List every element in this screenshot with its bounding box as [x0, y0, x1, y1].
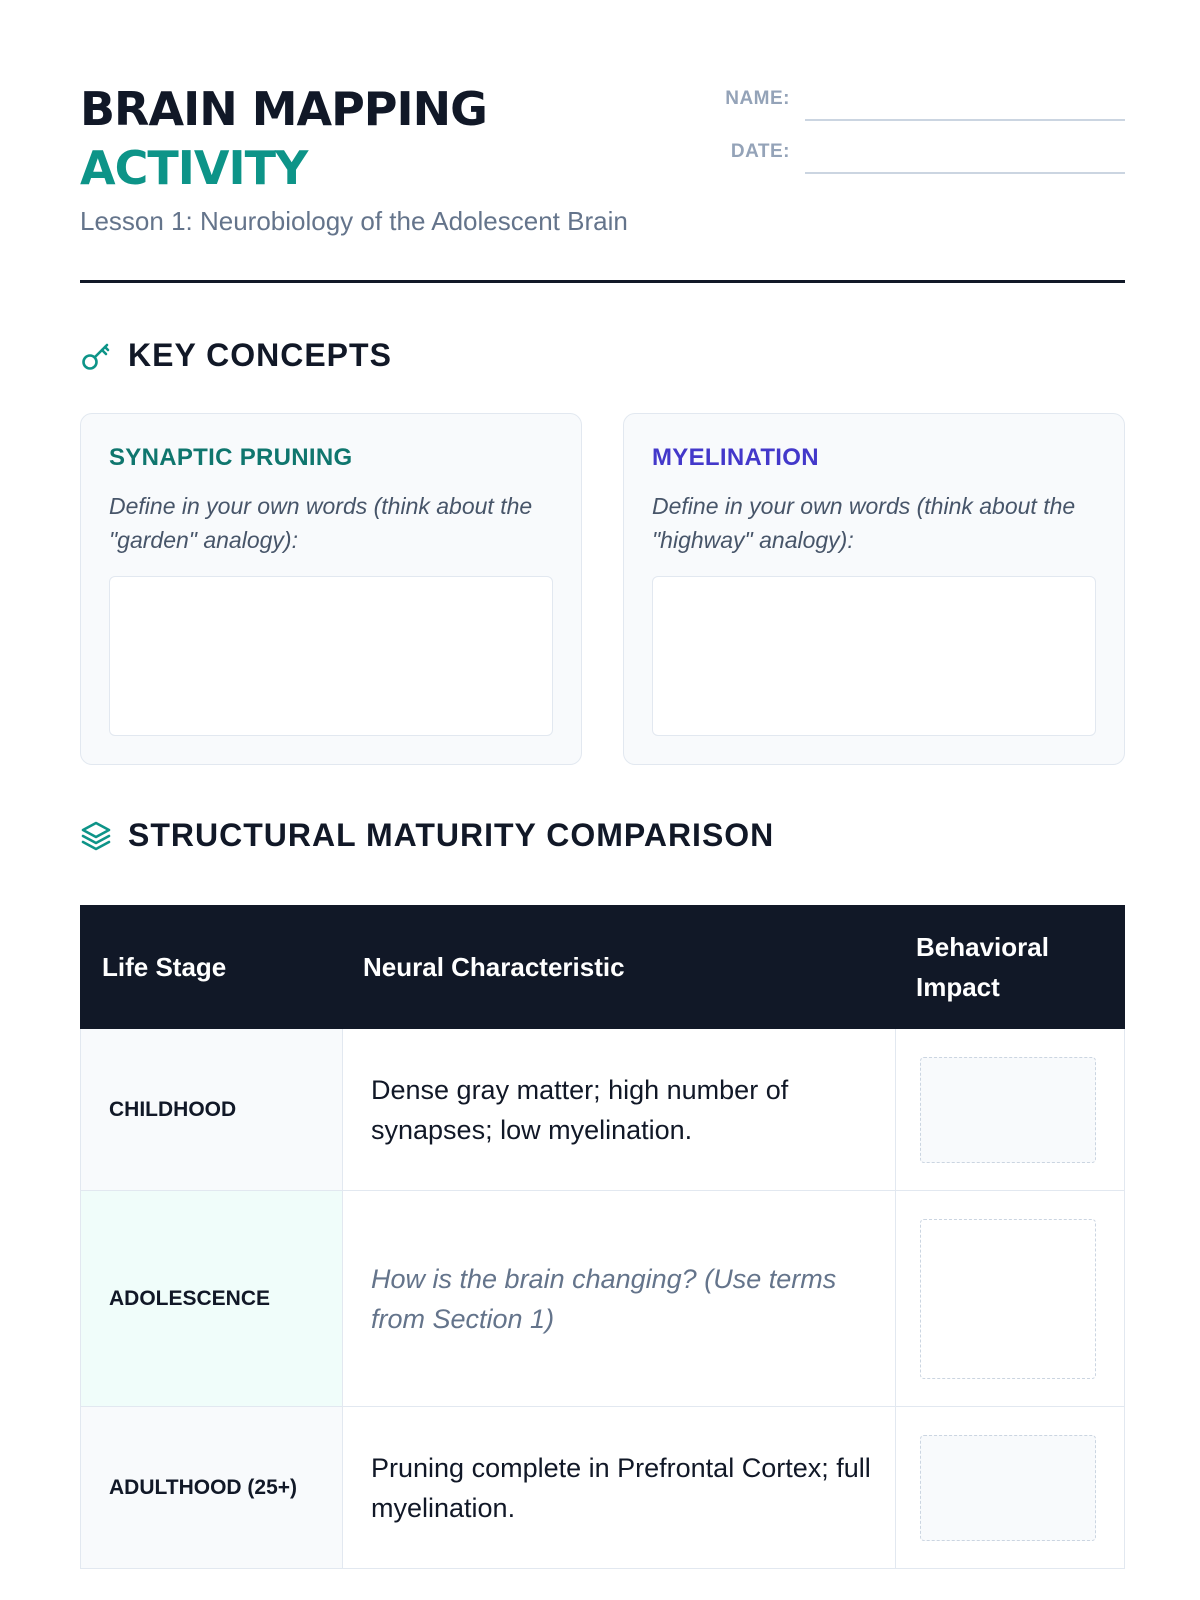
- characteristic-text: Pruning complete in Prefrontal Cortex; full myelination.: [371, 1452, 871, 1523]
- name-label: NAME:: [725, 88, 790, 109]
- table-row-childhood: [80, 1029, 1125, 1191]
- card-title: MYELINATION: [652, 444, 819, 471]
- comparison-heading: [80, 817, 774, 854]
- column-header-neural-characteristic: Neural Characteristic: [363, 952, 625, 982]
- column-header-life-stage: Life Stage: [102, 952, 227, 982]
- layers-icon: [80, 820, 112, 852]
- concept-card-synaptic-pruning: [80, 413, 582, 765]
- comparison-table-header: [80, 905, 1125, 1029]
- name-input-line[interactable]: [805, 119, 1125, 121]
- stage-cell: [81, 1407, 343, 1568]
- date-label: DATE:: [730, 141, 790, 162]
- table-row-adolescence: [80, 1191, 1125, 1407]
- definition-answer-box[interactable]: [652, 576, 1096, 736]
- behavioral-impact-answer-box[interactable]: [920, 1219, 1096, 1379]
- card-prompt: Define in your own words (think about the "garden" analogy):: [109, 493, 533, 553]
- behavioral-impact-answer-box[interactable]: [920, 1057, 1096, 1163]
- characteristic-cell: [343, 1029, 896, 1190]
- date-input-line[interactable]: [805, 172, 1125, 174]
- stage-label: CHILDHOOD: [109, 1097, 237, 1121]
- characteristic-prompt: How is the brain changing? (Use terms from Section 1): [371, 1263, 837, 1334]
- key-icon: [80, 340, 112, 372]
- characteristic-cell[interactable]: [343, 1191, 896, 1406]
- title-line-2: ACTIVITY: [80, 141, 308, 195]
- date-field: [720, 135, 1125, 175]
- behavioral-impact-answer-box[interactable]: [920, 1435, 1096, 1541]
- name-field: [720, 82, 1125, 122]
- stage-label: ADOLESCENCE: [109, 1286, 271, 1310]
- characteristic-cell: [343, 1407, 896, 1568]
- stage-cell: [81, 1191, 343, 1406]
- lesson-subtitle: Lesson 1: Neurobiology of the Adolescent Brain: [80, 206, 628, 236]
- characteristic-text: Dense gray matter; high number of synapses; low myelination.: [371, 1074, 789, 1145]
- stage-label: ADULTHOOD (25+): [109, 1475, 298, 1499]
- card-prompt: Define in your own words (think about the "highway" analogy):: [652, 493, 1076, 553]
- key-concepts-heading: [80, 337, 392, 374]
- concept-card-myelination: [623, 413, 1125, 765]
- comparison-title: STRUCTURAL MATURITY COMPARISON: [128, 817, 775, 853]
- table-row-adulthood: [80, 1407, 1125, 1569]
- key-concepts-title: KEY CONCEPTS: [128, 337, 392, 373]
- card-title: SYNAPTIC PRUNING: [109, 444, 353, 471]
- worksheet-page: [80, 0, 1125, 1523]
- title-line-1: BRAIN MAPPING: [80, 82, 487, 136]
- worksheet-header: [80, 0, 1125, 285]
- header-divider: [80, 280, 1125, 283]
- column-header-behavioral-impact: Behavioral Impact: [916, 932, 1049, 1002]
- stage-cell: [81, 1029, 343, 1190]
- definition-answer-box[interactable]: [109, 576, 553, 736]
